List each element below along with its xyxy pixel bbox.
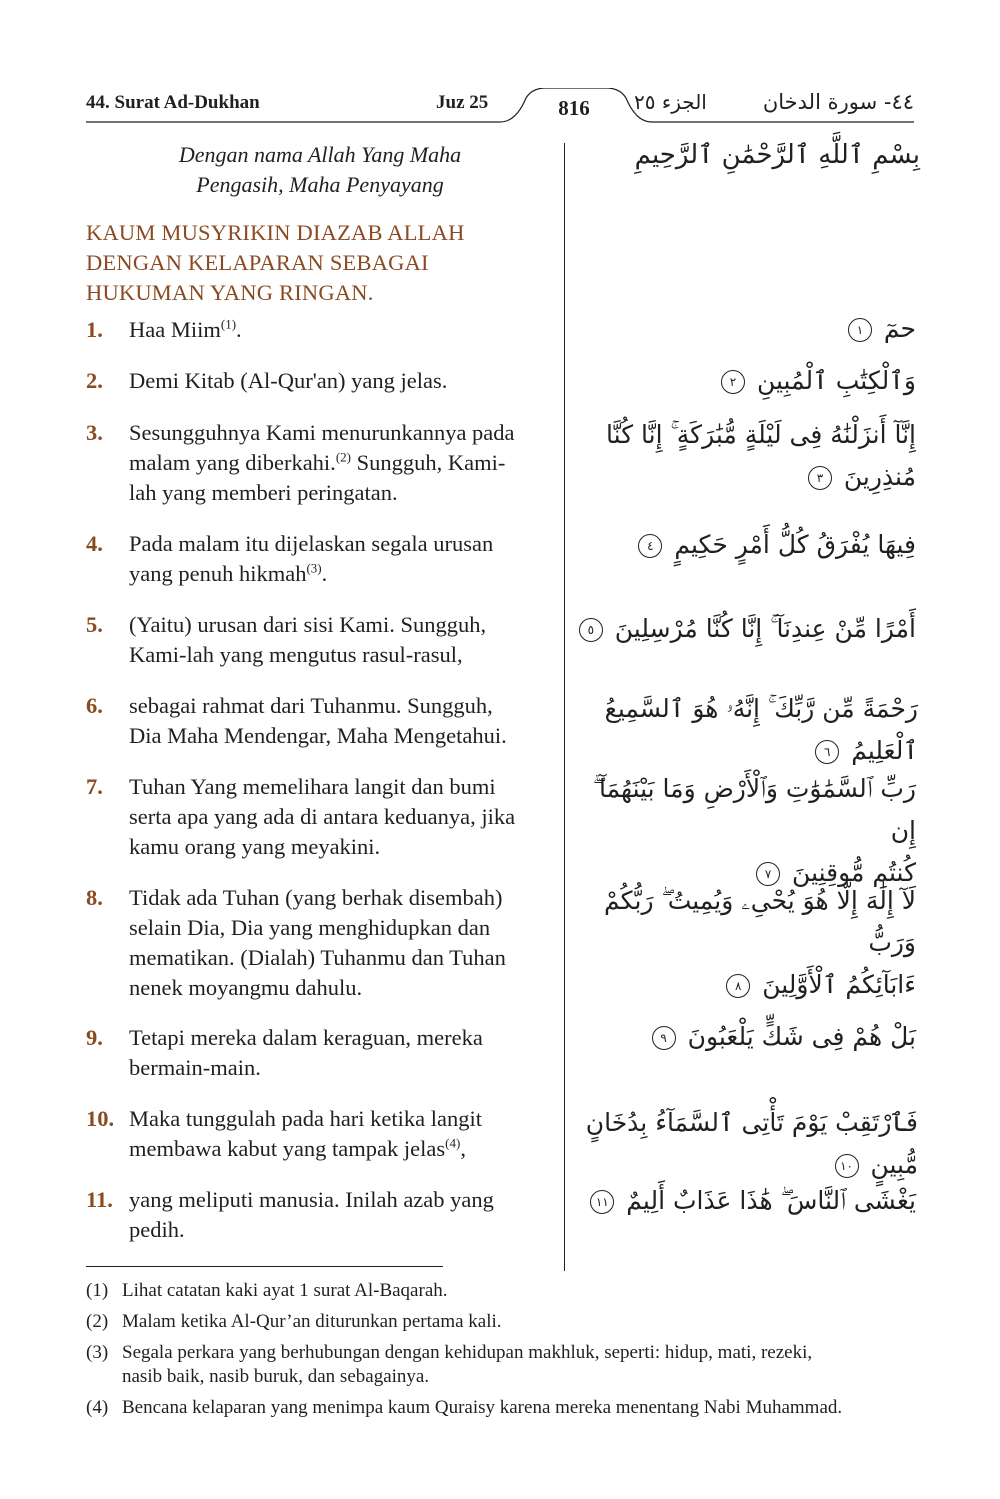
footnote-1 [86,1279,916,1303]
footnote-ref[interactable]: (3) [306,560,322,576]
ayah-end-marker: ١٠ [835,1154,859,1178]
header-surah-arabic: ٤٤- سورة الدخان [762,90,914,114]
footnote-4 [86,1396,916,1420]
footnote-2 [86,1310,916,1334]
verse-5-arabic: أَمْرًا مِّنْ عِندِنَآ ۚ إِنَّا كُنَّا مُرْسِلِينَ ٥ [576,608,916,650]
verse-number: 10. [86,1106,115,1131]
footnote-3 [86,1341,916,1389]
verse-number: 3. [86,420,103,445]
ayah-end-marker: ١ [848,318,872,342]
heading-line-3: HUKUMAN YANG RINGAN. [86,280,374,305]
verse-10-translation: 10. Maka tunggulah pada hari ketika langit membawa kabut yang tampak jelas$^{(4)}$, [86,1106,483,1161]
verse-number: 9. [86,1025,103,1050]
verse-number: 6. [86,693,103,718]
verse-number: 4. [86,531,103,556]
verse-2-arabic: وَٱلْكِتَٰبِ ٱلْمُبِينِ ٢ [576,360,916,402]
basmala-line-1: Dengan nama Allah Yang Maha [178,142,462,167]
verse-number: 11. [86,1187,113,1212]
verse-8-arabic: لَآ إِلَٰهَ إِلَّا هُوَ يُحْىِۦ وَيُمِيتُ ۖ رَبُّكُمْ وَرَبُّ ءَابَآئِكُمُ ٱلْأَوَّلِينَ ٨ [604,886,916,999]
footnote-number: (3) [86,1342,109,1363]
ayah-end-marker: ٧ [756,862,780,886]
verse-7-translation: 7. Tuhan Yang memelihara langit dan bumi serta apa yang ada di antara keduanya, jika kamu orang yang meyakini. [86,774,516,859]
ayah-end-marker: ١١ [590,1190,614,1214]
heading-line-2: DENGAN KELAPARAN SEBAGAI [86,250,429,275]
verse-1-translation: 1. Haa Miim$^{(1)}$. [86,315,556,345]
verse-9-translation: 9. Tetapi mereka dalam keraguan, mereka bermain-main. [86,1025,483,1080]
verse-1-arabic: حمٓ ١ [576,308,916,350]
verse-2-translation [86,366,556,396]
page-header [86,88,914,128]
footnote-text: Lihat catatan kaki ayat 1 surat Al-Baqarah. [122,1280,448,1301]
footnote-number: (1) [86,1280,109,1301]
verse-10-arabic: فَٱرْتَقِبْ يَوْمَ تَأْتِى ٱلسَّمَآءُ بِدُخَانٍ مُّبِينٍ ١٠ [585,1108,918,1179]
footnote-separator [86,1266,443,1267]
ayah-end-marker: ٣ [808,466,832,490]
verse-5-translation: 5. (Yaitu) urusan dari sisi Kami. Sungguh, Kami-lah yang mengutus rasul-rasul, [86,612,487,667]
header-surah-title: 44. Surat Ad-Dukhan [86,92,260,113]
verse-number: 7. [86,774,103,799]
verse-7-arabic: رَبِّ ٱلسَّمَٰوَٰتِ وَٱلْأَرْضِ وَمَا بَيْنَهُمَآ ۖ إِن كُنتُم مُّوقِنِينَ ٧ [592,774,916,887]
footnote-text: Bencana kelaparan yang menimpa kaum Quraisy karena mereka menentang Nabi Muhammad. [122,1397,843,1418]
verse-number: 5. [86,612,103,637]
verse-8-translation: 8. Tidak ada Tuhan (yang berhak disembah) selain Dia, Dia yang menghidupkan dan mematikan. (Dialah) Tuhanmu dan Tuhan nenek moyangmu dahulu. [86,885,506,1000]
ayah-end-marker: ٩ [652,1026,676,1050]
ayah-end-marker: ٥ [579,618,603,642]
verse-6-translation: 6. sebagai rahmat dari Tuhanmu. Sungguh, Dia Maha Mendengar, Maha Mengetahui. [86,693,507,748]
basmala-line-2: Pengasih, Maha Penyayang [196,172,444,197]
verse-9-arabic: بَلْ هُمْ فِى شَكٍّ يَلْعَبُونَ ٩ [576,1016,916,1058]
verse-11-translation: 11. yang meliputi manusia. Inilah azab yang pedih. [86,1187,494,1242]
verse-6-arabic: رَحْمَةً مِّن رَّبِّكَ ۚ إِنَّهُۥ هُوَ ٱلسَّمِيعُ ٱلْعَلِيمُ ٦ [604,694,918,765]
heading-line-1: KAUM MUSYRIKIN DIAZAB ALLAH [86,220,465,245]
footnote-number: (4) [86,1397,109,1418]
verse-3-arabic: إِنَّآ أَنزَلْنَٰهُ فِى لَيْلَةٍ مُّبَٰرَكَةٍ ۚ إِنَّا كُنَّا مُنذِرِينَ ٣ [606,420,916,491]
verse-number: 2. [86,368,103,393]
ayah-end-marker: ٨ [726,974,750,998]
ayah-end-marker: ٢ [721,370,745,394]
section-heading [86,218,556,308]
footnote-ref[interactable]: (1) [220,316,237,332]
verse-number: 8. [86,885,103,910]
ayah-end-marker: ٤ [638,534,662,558]
footnote-text: Segala perkara yang berhubungan dengan kehidupan makhluk, seperti: hidup, mati, rezeki, nasib baik, nasib buruk, dan sebagainya. [122,1342,813,1387]
footnote-ref[interactable]: (2) [335,449,351,465]
verse-text: Haa Miim [129,317,221,342]
footnote-ref[interactable]: (4) [445,1135,461,1151]
basmala-arabic: بِسْمِ ٱللَّهِ ٱلرَّحْمَٰنِ ٱلرَّحِيمِ [634,140,920,170]
footnote-text: Malam ketika Al-Qur’an diturunkan pertama kali. [122,1311,502,1332]
verse-4-arabic: فِيهَا يُفْرَقُ كُلُّ أَمْرٍ حَكِيمٍ ٤ [576,524,916,566]
verse-text: Demi Kitab (Al-Qur'an) yang jelas. [129,368,448,393]
verse-4-translation: 4. Pada malam itu dijelaskan segala urusan yang penuh hikmah$^{(3)}$. [86,531,494,586]
header-juz-label: Juz 25 [436,92,489,113]
verse-11-arabic: يَغْشَى ٱلنَّاسَ ۖ هَٰذَا عَذَابٌ أَلِيمٌ ١١ [576,1180,916,1222]
header-juz-arabic: الجزء ٢٥ [634,90,707,114]
verse-3-translation: 3. Sesungguhnya Kami menurunkannya pada malam yang diberkahi.$^{(2)}$ Sungguh, Kami- lah yang memberi peringatan. [86,420,515,505]
basmala-translation [120,140,520,200]
verse-number: 1. [86,317,103,342]
ayah-end-marker: ٦ [815,740,839,764]
page-number: 816 [558,96,590,120]
footnote-number: (2) [86,1311,109,1332]
